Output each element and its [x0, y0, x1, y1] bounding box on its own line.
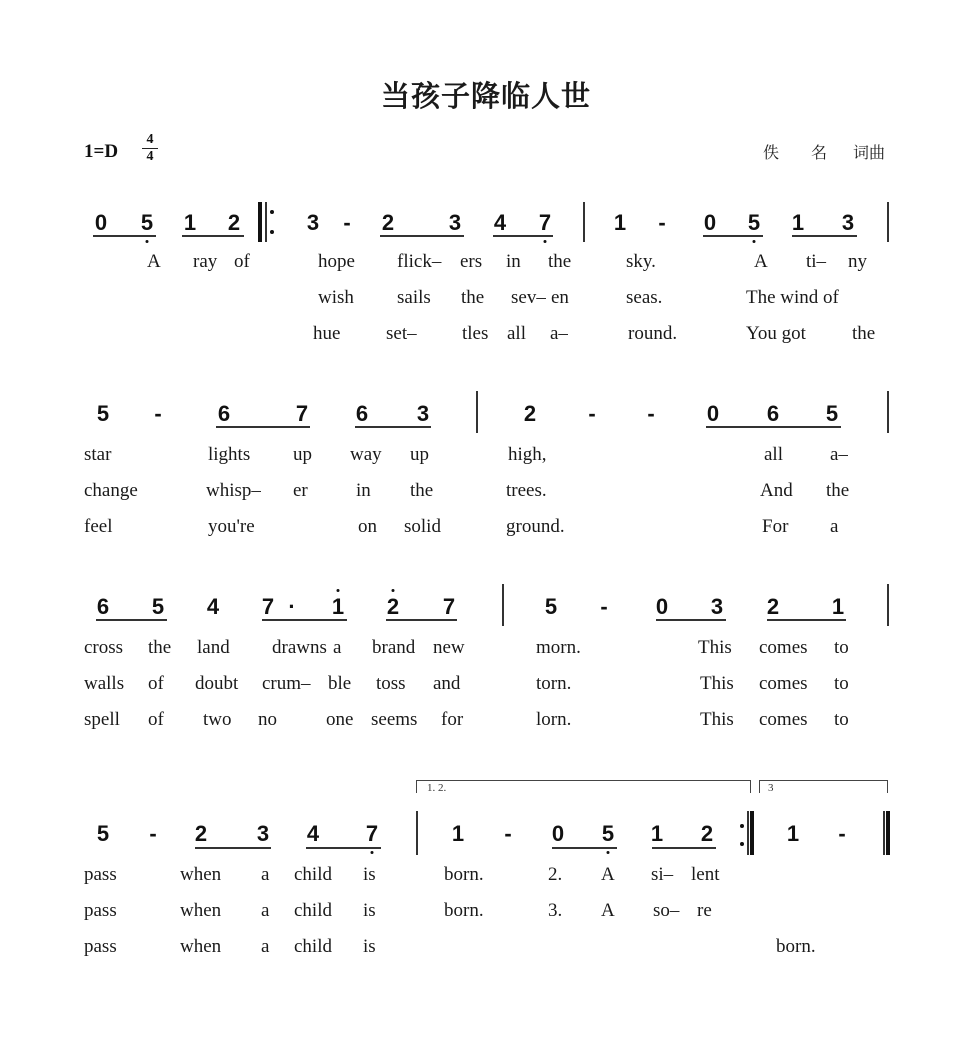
note [439, 594, 459, 620]
lyric-syllable: all [764, 444, 783, 465]
lyric-syllable: doubt [195, 673, 239, 694]
lyric-syllable: comes [759, 673, 808, 694]
final-thick-bar [886, 811, 890, 855]
lyric-syllable: sky. [626, 251, 656, 272]
volta-bracket-first [416, 780, 751, 793]
note-value: 6 [96, 594, 110, 619]
octave-dot-above [337, 589, 340, 592]
note [520, 401, 540, 427]
note-value: 5 [825, 401, 839, 426]
dash-extension [582, 401, 602, 427]
note [703, 401, 723, 427]
note [328, 594, 348, 620]
barline [416, 811, 418, 855]
lyric-syllable: wish [318, 287, 354, 308]
lyric-syllable: born. [444, 900, 484, 921]
lyric-syllable: 2. [548, 864, 563, 885]
dash-extension [641, 401, 661, 427]
lyric-syllable: in [506, 251, 521, 272]
lyric-syllable: of [148, 673, 164, 694]
note-value: 1 [786, 821, 800, 846]
lyric-syllable: change [84, 480, 138, 501]
note-value: 0 [94, 210, 108, 235]
lyric-syllable: a [261, 936, 270, 957]
lyric-syllable: the [548, 251, 572, 272]
lyric-syllable: en [551, 287, 569, 308]
lyric-syllable: ny [848, 251, 867, 272]
note-value: 5 [544, 594, 558, 619]
lyric-syllable: ble [328, 673, 352, 694]
note-value: 7 [442, 594, 456, 619]
note-value: - [838, 821, 846, 846]
octave-dot-below [544, 240, 547, 243]
octave-dot-below [371, 851, 374, 854]
note [838, 210, 858, 236]
note [445, 210, 465, 236]
lyric-syllable: crum– [262, 673, 311, 694]
note-value: 0 [655, 594, 669, 619]
note-value: - [504, 821, 512, 846]
credit-name: 名 [811, 143, 828, 162]
note-value: 4 [306, 821, 320, 846]
note [258, 594, 278, 620]
note-value: - [588, 401, 596, 426]
lyric-syllable: And [760, 480, 793, 501]
note-value: 1 [451, 821, 465, 846]
note-value: 4 [493, 210, 507, 235]
dash-extension [832, 821, 852, 847]
beam-underline [386, 619, 457, 621]
lyric-syllable: spell [84, 709, 120, 730]
lyric-syllable: and [433, 673, 461, 694]
lyric-syllable: cross [84, 637, 124, 658]
note [448, 821, 468, 847]
lyric-syllable: to [834, 673, 849, 694]
note-value: 6 [766, 401, 780, 426]
lyric-syllable: for [441, 709, 464, 730]
note-value: 3 [448, 210, 462, 235]
note [697, 821, 717, 847]
barline [476, 391, 478, 433]
note-value: - [154, 401, 162, 426]
song-title: 当孩子降临人世 [380, 79, 591, 113]
beam-underline [552, 847, 617, 849]
lyric-syllable: sev– [511, 287, 546, 308]
lyric-syllable: 3. [548, 900, 563, 921]
lyric-syllable: a [261, 864, 270, 885]
lyric-syllable: brand [372, 637, 416, 658]
note-value: - [647, 401, 655, 426]
lyric-syllable: This [698, 637, 732, 658]
note [707, 594, 727, 620]
lyric-syllable: solid [404, 516, 441, 537]
lyric-syllable: is [363, 900, 376, 921]
time-signature [142, 133, 158, 164]
lyric-syllable: to [834, 637, 849, 658]
lyric-syllable: the [826, 480, 850, 501]
barline [887, 202, 889, 242]
note-value: 2 [766, 594, 780, 619]
note-value: 1 [791, 210, 805, 235]
note-value: 0 [703, 210, 717, 235]
note [610, 210, 630, 236]
lyric-syllable: ers [460, 251, 483, 272]
time-denominator: 4 [146, 149, 154, 164]
beam-underline [706, 426, 841, 428]
note-value: 3 [710, 594, 724, 619]
lyric-syllable: seems [371, 709, 418, 730]
note-value: 1 [650, 821, 664, 846]
lyric-syllable: A [601, 864, 615, 885]
note-value: 0 [551, 821, 565, 846]
lyric-syllable: child [294, 936, 332, 957]
octave-dot-below [753, 240, 756, 243]
note [253, 821, 273, 847]
note [548, 821, 568, 847]
lyric-syllable: sails [397, 287, 431, 308]
lyric-syllable: morn. [536, 637, 581, 658]
note [378, 210, 398, 236]
beam-underline [792, 235, 857, 237]
lyric-syllable: round. [628, 323, 678, 344]
note-value: 1 [613, 210, 627, 235]
lyric-syllable: drawns [272, 637, 327, 658]
key-signature: 1=D [84, 141, 119, 162]
note-value: 2 [386, 594, 400, 619]
note-value: - [149, 821, 157, 846]
lyric-syllable: The wind of [746, 287, 839, 308]
time-numerator: 4 [146, 132, 154, 147]
note [93, 401, 113, 427]
note [224, 210, 244, 236]
note-value: 5 [151, 594, 165, 619]
beam-underline [656, 619, 726, 621]
repeat-end-thick-bar [750, 811, 754, 855]
lyric-syllable: is [363, 936, 376, 957]
lyric-syllable: up [293, 444, 312, 465]
note [203, 594, 223, 620]
repeat-dot [740, 842, 744, 846]
credit-role: 词曲 [853, 143, 886, 162]
lyric-syllable: no [258, 709, 277, 730]
beam-underline [96, 619, 167, 621]
beam-underline [262, 619, 347, 621]
lyric-syllable: a– [830, 444, 848, 465]
volta-label-second: 3 [768, 782, 774, 794]
barline [887, 584, 889, 626]
lyric-syllable: two [203, 709, 232, 730]
note-value: 1 [331, 594, 345, 619]
lyric-syllable: way [350, 444, 382, 465]
lyric-syllable: feel [84, 516, 113, 537]
lyric-syllable: You got [746, 323, 806, 344]
lyric-syllable: the [461, 287, 485, 308]
lyric-syllable: This [700, 673, 734, 694]
lyric-syllable: up [410, 444, 429, 465]
lyric-syllable: A [601, 900, 615, 921]
note-value: 2 [381, 210, 395, 235]
dash-extension [143, 821, 163, 847]
note-value: 7 [365, 821, 379, 846]
lyric-syllable: the [148, 637, 172, 658]
lyric-syllable: set– [386, 323, 417, 344]
lyric-syllable: walls [84, 673, 125, 694]
lyric-syllable: when [180, 936, 222, 957]
note-value: 2 [194, 821, 208, 846]
note-value: 7 [538, 210, 552, 235]
note-value: 3 [256, 821, 270, 846]
note-value: 3 [306, 210, 320, 235]
note-value: 6 [355, 401, 369, 426]
lyric-syllable: all [507, 323, 526, 344]
lyric-syllable: so– [653, 900, 680, 921]
lyric-syllable: the [852, 323, 876, 344]
barline [583, 202, 585, 242]
lyric-syllable: flick– [397, 251, 442, 272]
volta-bracket-second [759, 780, 888, 793]
octave-dot-above [392, 589, 395, 592]
note [303, 821, 323, 847]
note [763, 401, 783, 427]
lyric-syllable: child [294, 900, 332, 921]
lyric-syllable: a [261, 900, 270, 921]
note [535, 210, 555, 236]
note [652, 594, 672, 620]
volta-label-first: 1. 2. [427, 782, 447, 794]
beam-underline [380, 235, 464, 237]
barline [502, 584, 504, 626]
note [490, 210, 510, 236]
beam-underline [195, 847, 271, 849]
note [362, 821, 382, 847]
lyric-syllable: star [84, 444, 112, 465]
note [598, 821, 618, 847]
repeat-end-thin-bar [747, 811, 749, 855]
note [180, 210, 200, 236]
note [828, 594, 848, 620]
augmentation-dot [282, 594, 302, 620]
lyric-syllable: a [830, 516, 839, 537]
note [191, 821, 211, 847]
repeat-start-thick-bar [258, 202, 262, 242]
beam-underline [216, 426, 310, 428]
beam-underline [93, 235, 156, 237]
note-value: 5 [747, 210, 761, 235]
note-value: 6 [217, 401, 231, 426]
note-value: 2 [227, 210, 241, 235]
lyric-syllable: born. [444, 864, 484, 885]
lyric-syllable: when [180, 864, 222, 885]
note-value: - [343, 210, 351, 235]
note [744, 210, 764, 236]
lyric-syllable: trees. [506, 480, 547, 501]
note-value: 3 [841, 210, 855, 235]
note [137, 210, 157, 236]
lyric-syllable: comes [759, 709, 808, 730]
lyric-syllable: comes [759, 637, 808, 658]
note-value: 2 [700, 821, 714, 846]
lyric-syllable: a– [550, 323, 568, 344]
final-thin-bar [883, 811, 885, 855]
dash-extension [148, 401, 168, 427]
note [93, 594, 113, 620]
note-value: 0 [706, 401, 720, 426]
lyric-syllable: lorn. [536, 709, 572, 730]
repeat-start-thin-bar [265, 202, 267, 242]
lyric-syllable: pass [84, 936, 117, 957]
lyric-syllable: tles [462, 323, 489, 344]
note [700, 210, 720, 236]
note [352, 401, 372, 427]
lyric-syllable: when [180, 900, 222, 921]
lyric-syllable: pass [84, 900, 117, 921]
dash-extension [652, 210, 672, 236]
lyric-syllable: pass [84, 864, 117, 885]
beam-underline [355, 426, 431, 428]
lyric-syllable: hope [318, 251, 355, 272]
note-value: 5 [140, 210, 154, 235]
lyric-syllable: of [234, 251, 250, 272]
lyric-syllable: lent [691, 864, 720, 885]
lyric-syllable: in [356, 480, 371, 501]
lyric-syllable: the [410, 480, 434, 501]
beam-underline [493, 235, 553, 237]
note-value: 5 [96, 821, 110, 846]
lyric-syllable: on [358, 516, 377, 537]
lyric-syllable: si– [651, 864, 674, 885]
lyric-syllable: whisp– [206, 480, 261, 501]
lyric-syllable: ground. [506, 516, 565, 537]
dash-extension [337, 210, 357, 236]
note-value: 3 [416, 401, 430, 426]
note-value: 2 [523, 401, 537, 426]
note [383, 594, 403, 620]
note [413, 401, 433, 427]
note [788, 210, 808, 236]
lyric-syllable: one [326, 709, 354, 730]
note [822, 401, 842, 427]
lyric-syllable: born. [776, 936, 816, 957]
lyric-syllable: a [333, 637, 342, 658]
repeat-dot [270, 210, 274, 214]
lyric-syllable: A [754, 251, 768, 272]
lyric-syllable: hue [313, 323, 341, 344]
note-value: 7 [295, 401, 309, 426]
note-value: 7 [261, 594, 275, 619]
dash-extension [594, 594, 614, 620]
barline [887, 391, 889, 433]
note [763, 594, 783, 620]
lyric-syllable: you're [208, 516, 255, 537]
note-value: - [658, 210, 666, 235]
dash-extension [498, 821, 518, 847]
lyric-syllable: This [700, 709, 734, 730]
lyric-syllable: toss [376, 673, 406, 694]
note [91, 210, 111, 236]
note-value: 1 [831, 594, 845, 619]
note [292, 401, 312, 427]
beam-underline [182, 235, 244, 237]
lyric-syllable: ti– [806, 251, 827, 272]
lyric-syllable: child [294, 864, 332, 885]
lyric-syllable: For [762, 516, 789, 537]
note-value: 1 [183, 210, 197, 235]
repeat-dot [270, 230, 274, 234]
lyric-syllable: to [834, 709, 849, 730]
lyric-syllable: lights [208, 444, 251, 465]
repeat-dot [740, 824, 744, 828]
lyric-syllable: of [148, 709, 164, 730]
note-value: - [600, 594, 608, 619]
note [214, 401, 234, 427]
note [647, 821, 667, 847]
lyric-syllable: is [363, 864, 376, 885]
lyric-syllable: er [293, 480, 308, 501]
lyric-syllable: re [697, 900, 712, 921]
note-value: · [288, 594, 296, 619]
beam-underline [703, 235, 763, 237]
lyric-syllable: torn. [536, 673, 572, 694]
lyric-syllable: ray [193, 251, 218, 272]
lyric-syllable: high, [508, 444, 547, 465]
note-value: 4 [206, 594, 220, 619]
octave-dot-below [146, 240, 149, 243]
note-value: 5 [96, 401, 110, 426]
beam-underline [652, 847, 716, 849]
lyric-syllable: new [433, 637, 465, 658]
note [783, 821, 803, 847]
beam-underline [767, 619, 846, 621]
note [93, 821, 113, 847]
lyric-syllable: land [197, 637, 230, 658]
credit-author: 佚 [763, 143, 780, 162]
octave-dot-below [607, 851, 610, 854]
lyric-syllable: A [147, 251, 161, 272]
note [148, 594, 168, 620]
note [303, 210, 323, 236]
beam-underline [306, 847, 381, 849]
note [541, 594, 561, 620]
note-value: 5 [601, 821, 615, 846]
lyric-syllable: seas. [626, 287, 663, 308]
